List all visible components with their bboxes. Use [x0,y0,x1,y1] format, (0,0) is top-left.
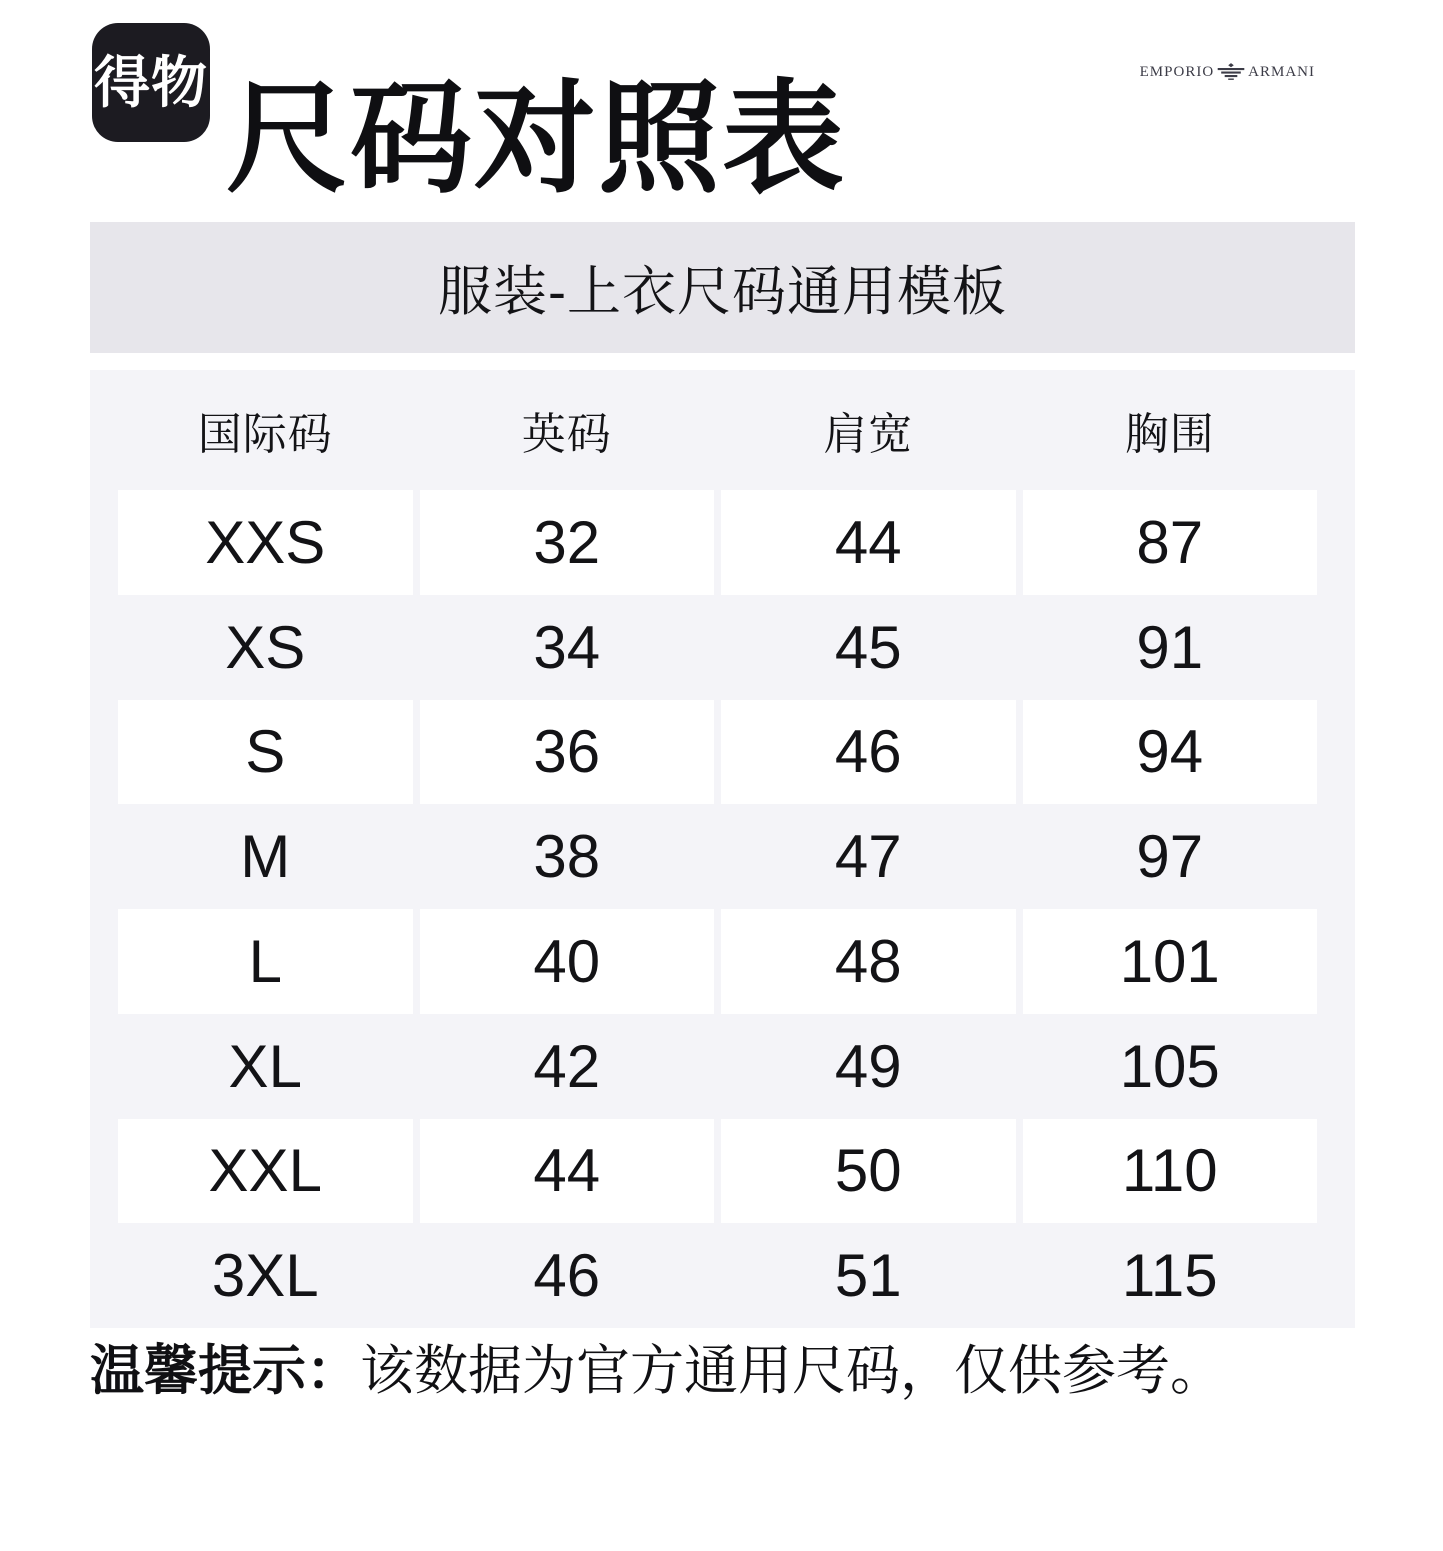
table-cell: XXL [118,1119,413,1224]
table-cell: XL [228,1032,302,1100]
column-header-uk-size: 英码 [521,410,612,459]
table-cell: 36 [420,700,715,805]
table-row [118,1014,1317,1119]
table-cell: 94 [1023,700,1318,805]
table-cell: 91 [1136,613,1204,681]
template-banner-title: 服装-上衣尺码通用模板 [438,262,1007,322]
table-row [118,1119,1317,1224]
dewu-logo [92,23,210,142]
table-row [118,909,1317,1014]
size-table [90,370,1355,1328]
table-row [118,1223,1317,1328]
column-header-chest: 胸围 [1124,410,1215,459]
table-row [118,804,1317,909]
table-cell: 38 [533,823,601,891]
table-cell: 97 [1136,823,1204,891]
footer-note-label: 温馨提示： [90,1341,360,1401]
column-header-intl-size: 国际码 [197,410,333,459]
dewu-logo-text: 得物 [94,50,208,114]
table-cell: 47 [834,823,902,891]
table-cell: M [240,823,291,891]
table-cell: 32 [420,490,715,595]
table-cell: 45 [834,613,902,681]
armani-eagle-icon [1217,63,1245,80]
table-cell: 46 [533,1242,601,1310]
table-cell: 115 [1121,1242,1218,1310]
table-cell: 40 [420,909,715,1014]
table-cell: 101 [1023,909,1318,1014]
brand-emporio-label: EMPORIO [1139,64,1215,80]
table-cell: 44 [420,1119,715,1224]
table-row [118,595,1317,700]
template-banner [90,222,1355,353]
table-cell: 42 [533,1032,601,1100]
table-cell: 48 [721,909,1016,1014]
table-row [118,490,1317,595]
table-cell: L [118,909,413,1014]
table-cell: 44 [721,490,1016,595]
table-cell: 51 [834,1242,902,1310]
table-cell: S [118,700,413,805]
table-cell: 87 [1023,490,1318,595]
footer-note [90,1340,1224,1402]
table-cell: XS [225,613,306,681]
table-row [118,700,1317,805]
footer-note-text: 该数据为官方通用尺码，仅供参考。 [360,1341,1224,1401]
table-cell: 110 [1023,1119,1318,1224]
page-title: 尺码对照表 [226,71,846,207]
column-header-shoulder: 肩宽 [823,410,914,459]
table-cell: 50 [721,1119,1016,1224]
brand-logo [1140,63,1315,82]
table-cell: 105 [1119,1032,1220,1100]
brand-armani-label: ARMANI [1248,64,1315,80]
table-header-row [118,370,1317,490]
table-cell: XXS [118,490,413,595]
table-cell: 3XL [211,1242,319,1310]
table-cell: 49 [834,1032,902,1100]
table-cell: 46 [721,700,1016,805]
table-cell: 34 [533,613,601,681]
